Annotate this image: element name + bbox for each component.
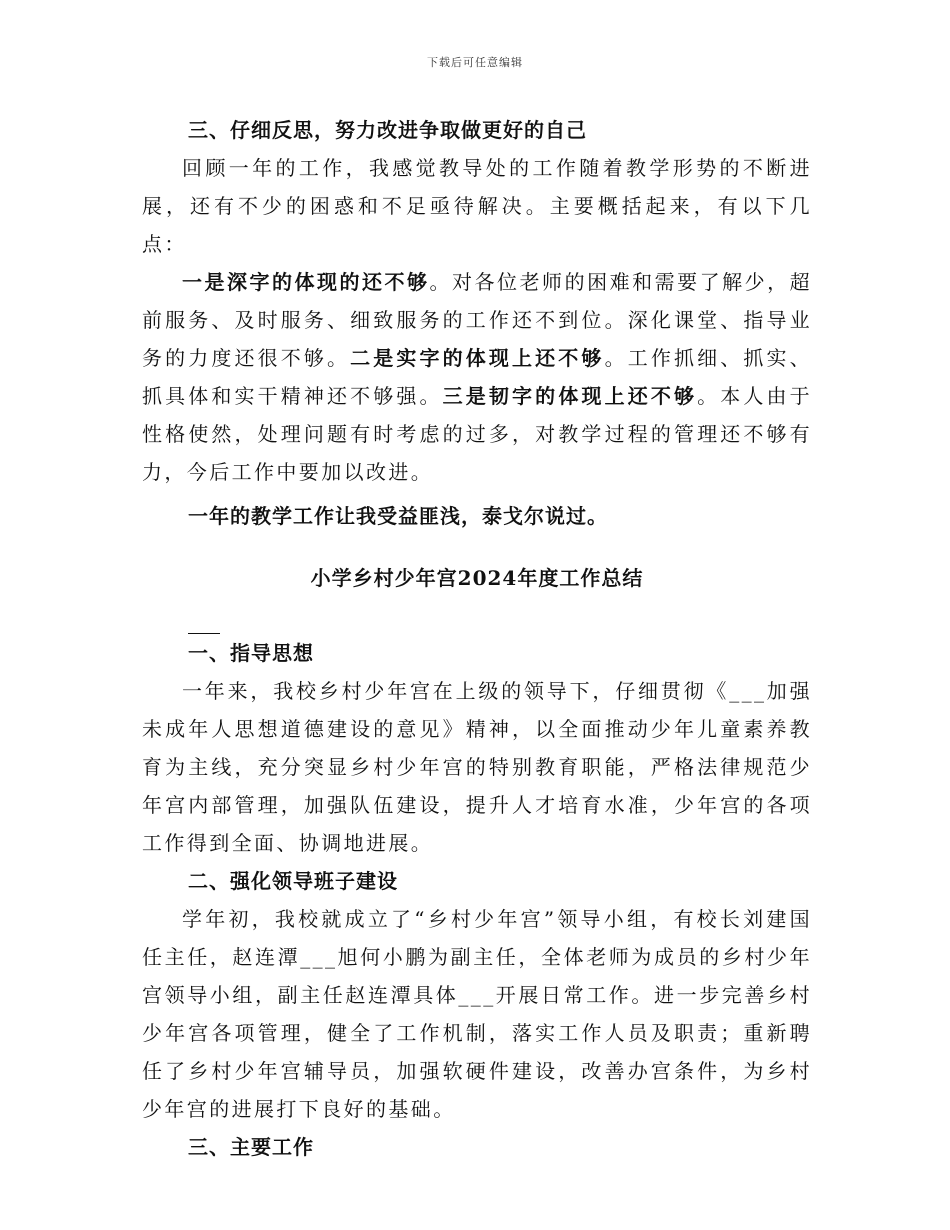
- reflect-points-paragraph: [142, 263, 812, 491]
- guiding-thought-paragraph: 一年来，我校乡村少年宫在上级的领导下，仔细贯彻《___加强未成年人思想道德建设的意见》精神，以全面推动少年儿童素养教育为主线，充分突显乡村少年宫的特别教育职能，严格法律规范少年宫内部管理，加强队伍建设，提升人才培育水准，少年宫的各项工作得到全面、协调地进展。: [142, 679, 812, 855]
- point2-text: 。工作抓细、抓实、抓具体和实干精神还不够强。: [142, 346, 812, 408]
- section-heading-leadership: 二、强化领导班子建设: [188, 869, 398, 893]
- section-heading-reflect: 三、仔细反思，努力改进争取做更好的自己: [188, 118, 587, 142]
- document-body: [142, 111, 812, 1166]
- section-heading-main-work: 三、主要工作: [188, 1135, 314, 1159]
- reflect-intro-paragraph: 回顾一年的工作，我感觉教导处的工作随着教学形势的不断进展，还有不少的困惑和不足亟待解决。主要概括起来，有以下几点：: [142, 156, 812, 256]
- point3-emphasis: 三是韧字的体现上还不够: [442, 384, 698, 408]
- header-note: 下载后可任意编辑: [427, 56, 523, 69]
- leadership-paragraph: 学年初，我校就成立了“乡村少年宫”领导小组，有校长刘建国任主任，赵连潭___旭何小鹏为副主任，全体老师为成员的乡村少年宫领导小组，副主任赵连潭具体___开展日常工作。进一步完善乡村少年宫各项管理，健全了工作机制，落实工作人员及职责；重新聘任了乡村少年宫辅导员，加强软硬件建设，改善办宫条件，为乡村少年宫的进展打下良好的基础。: [142, 907, 812, 1121]
- reflect-closing-line: 一年的教学工作让我受益匪浅，泰戈尔说过。: [188, 504, 608, 528]
- section-heading-guiding-thought: 一、指导思想: [188, 641, 314, 665]
- point1-emphasis: 一是深字的体现的还不够: [182, 270, 430, 294]
- document-title: 小学乡村少年宫2024年度工作总结: [310, 566, 644, 590]
- point2-emphasis: 二是实字的体现上还不够: [350, 346, 605, 370]
- point1-text: 。对各位老师的困难和需要了解少，超前服务、及时服务、细致服务的工作还不到位。深化课堂、指导业务的力度还很不够。: [142, 270, 812, 370]
- point3-text: 。本人由于性格使然，处理问题有时考虑的过多，对教学过程的管理还不够有力，今后工作中要加以改进。: [142, 384, 813, 484]
